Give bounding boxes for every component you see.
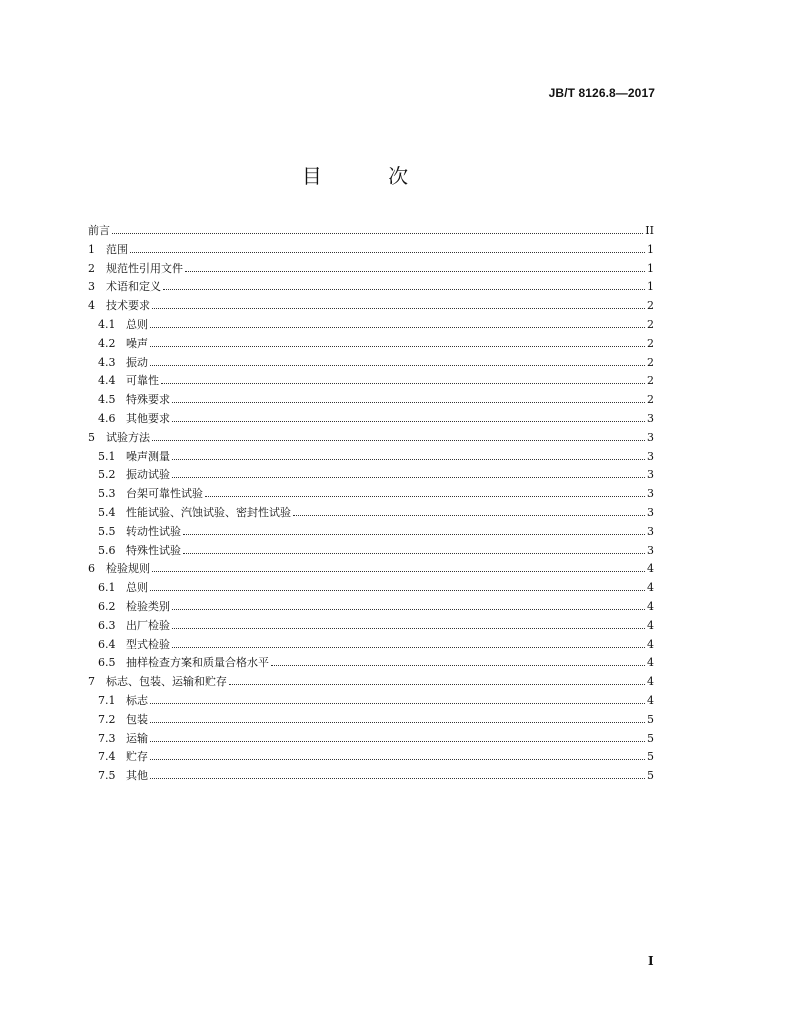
toc-entry[interactable]	[88, 448, 654, 467]
toc-entry[interactable]	[88, 711, 654, 730]
page-title: 目 次	[301, 164, 439, 188]
toc-dot-leader	[205, 495, 645, 497]
toc-entry[interactable]	[88, 466, 654, 485]
toc-entry-number: 5.3	[98, 487, 116, 501]
toc-entry[interactable]	[88, 410, 654, 429]
toc-entry-number: 5.1	[98, 449, 116, 463]
toc-entry-number: 5.2	[98, 468, 116, 482]
toc-entry-page: 4	[647, 637, 654, 651]
toc-entry-label: 噪声测量	[126, 449, 170, 463]
toc-dot-leader	[150, 758, 645, 760]
toc-dot-leader	[185, 270, 645, 272]
toc-entry-number: 6.2	[98, 599, 116, 613]
toc-entry-number: 6	[88, 562, 95, 576]
toc-entry-label: 转动性试验	[126, 524, 181, 538]
toc-entry-page: 4	[647, 581, 654, 595]
toc-entry[interactable]	[88, 598, 654, 617]
toc-dot-leader	[152, 307, 645, 309]
toc-entry-number: 4.2	[98, 336, 116, 350]
toc-entry[interactable]	[88, 316, 654, 335]
toc-entry-number: 4.3	[98, 355, 116, 369]
toc-entry-number: 5.6	[98, 543, 116, 557]
toc-dot-leader	[161, 382, 645, 384]
toc-dot-leader	[150, 589, 645, 591]
toc-entry-label: 术语和定义	[106, 280, 161, 294]
toc-entry-page: 3	[647, 487, 654, 501]
toc-entry-label: 总则	[126, 317, 148, 331]
toc-entry-label: 其他要求	[126, 411, 170, 425]
toc-dot-leader	[150, 326, 645, 328]
toc-entry-label: 性能试验、汽蚀试验、密封性试验	[126, 505, 291, 519]
toc-entry-page: 3	[647, 449, 654, 463]
toc-entry[interactable]	[88, 673, 654, 692]
toc-entry-page: 5	[647, 769, 654, 783]
toc-entry-label: 标志	[126, 693, 148, 707]
toc-entry-number: 7.3	[98, 731, 116, 745]
toc-entry-page: 2	[647, 393, 654, 407]
toc-entry-number: 6.3	[98, 618, 116, 632]
toc-entry-page: 2	[647, 299, 654, 313]
toc-entry-number: 4.1	[98, 317, 116, 331]
toc-entry-label: 前言	[88, 224, 110, 237]
toc-entry-label: 振动试验	[126, 468, 170, 482]
toc-entry-label: 规范性引用文件	[106, 261, 183, 275]
toc-entry-number: 7.4	[98, 750, 116, 764]
toc-entry-label: 技术要求	[106, 299, 150, 313]
toc-entry-label: 试验方法	[106, 430, 150, 444]
toc-entry[interactable]	[88, 391, 654, 410]
toc-entry[interactable]	[88, 260, 654, 279]
toc-dot-leader	[271, 664, 645, 666]
toc-dot-leader	[150, 777, 645, 779]
toc-entry-label: 型式检验	[126, 637, 170, 651]
toc-dot-leader	[183, 533, 645, 535]
toc-entry-page: 2	[647, 336, 654, 350]
toc-entry-page: 1	[647, 261, 654, 275]
toc-entry[interactable]	[88, 579, 654, 598]
toc-dot-leader	[172, 420, 645, 422]
toc-entry-label: 振动	[126, 355, 148, 369]
toc-entry-page: 2	[647, 317, 654, 331]
toc-dot-leader	[172, 646, 645, 648]
toc-entry[interactable]	[88, 485, 654, 504]
toc-entry[interactable]	[88, 560, 654, 579]
toc-entry-label: 检验规则	[106, 562, 150, 576]
toc-dot-leader	[112, 232, 643, 234]
toc-entry[interactable]	[88, 542, 654, 561]
toc-entry[interactable]	[88, 636, 654, 655]
toc-entry-number: 7.2	[98, 712, 116, 726]
toc-entry-label: 贮存	[126, 750, 148, 764]
toc-dot-leader	[130, 251, 645, 253]
toc-entry-number: 6.4	[98, 637, 116, 651]
toc-entry[interactable]	[88, 767, 654, 786]
toc-entry[interactable]	[88, 654, 654, 673]
toc-entry-number: 5.4	[98, 505, 116, 519]
toc-dot-leader	[183, 552, 645, 554]
toc-entry-page: 2	[647, 374, 654, 388]
toc-entry-page: 3	[647, 411, 654, 425]
toc-entry-number: 1	[88, 242, 95, 256]
toc-entry-page: 2	[647, 355, 654, 369]
toc-entry-label: 标志、包装、运输和贮存	[106, 675, 227, 689]
toc-entry-number: 4.5	[98, 393, 116, 407]
toc-entry-page: 3	[647, 543, 654, 557]
toc-entry-number: 7	[88, 675, 95, 689]
toc-entry-number: 5.5	[98, 524, 116, 538]
toc-entry-label: 特殊要求	[126, 393, 170, 407]
toc-entry-number: 5	[88, 430, 95, 444]
toc-entry-page: 4	[647, 693, 654, 707]
toc-entry-page: 1	[647, 280, 654, 294]
toc-entry-page: 3	[647, 505, 654, 519]
toc-entry-label: 其他	[126, 769, 148, 783]
toc-dot-leader	[172, 627, 645, 629]
toc-entry-page: 3	[647, 430, 654, 444]
page-number: I	[648, 954, 654, 968]
toc-entry-number: 4.4	[98, 374, 116, 388]
toc-entry-label: 总则	[126, 581, 148, 595]
toc-entry[interactable]	[88, 241, 654, 260]
toc-dot-leader	[150, 345, 645, 347]
toc-entry-label: 出厂检验	[126, 618, 170, 632]
toc-entry-page: 4	[647, 562, 654, 576]
toc-dot-leader	[172, 608, 645, 610]
toc-entry[interactable]	[88, 504, 654, 523]
toc-entry[interactable]	[88, 372, 654, 391]
toc-entry-page: 4	[647, 656, 654, 670]
toc-entry-number: 2	[88, 261, 95, 275]
toc-entry-page: 4	[647, 675, 654, 689]
toc-entry-page: 5	[647, 712, 654, 726]
toc-entry-label: 抽样检查方案和质量合格水平	[126, 656, 269, 670]
toc-entry-page: II	[645, 224, 654, 237]
toc-entry-number: 4	[88, 299, 95, 313]
toc-entry[interactable]	[88, 429, 654, 448]
toc-entry-number: 3	[88, 280, 95, 294]
toc-entry-page: 3	[647, 524, 654, 538]
toc-entry-number: 4.6	[98, 411, 116, 425]
toc-entry-number: 7.5	[98, 769, 116, 783]
toc-entry-page: 5	[647, 750, 654, 764]
table-of-contents	[88, 222, 654, 786]
toc-entry[interactable]	[88, 222, 654, 241]
toc-entry[interactable]	[88, 523, 654, 542]
toc-entry-page: 5	[647, 731, 654, 745]
toc-entry[interactable]	[88, 354, 654, 373]
toc-dot-leader	[152, 439, 645, 441]
toc-dot-leader	[150, 364, 645, 366]
toc-dot-leader	[152, 570, 645, 572]
toc-dot-leader	[150, 721, 645, 723]
toc-dot-leader	[172, 458, 645, 460]
toc-entry[interactable]	[88, 692, 654, 711]
standard-code: JB/T 8126.8—2017	[548, 86, 655, 100]
toc-entry-label: 运输	[126, 731, 148, 745]
toc-entry[interactable]	[88, 335, 654, 354]
toc-entry[interactable]	[88, 278, 654, 297]
toc-entry-page: 4	[647, 599, 654, 613]
toc-dot-leader	[172, 401, 645, 403]
toc-entry-label: 包装	[126, 712, 148, 726]
toc-entry-label: 噪声	[126, 336, 148, 350]
toc-dot-leader	[172, 476, 645, 478]
toc-entry[interactable]	[88, 617, 654, 636]
toc-entry-label: 检验类别	[126, 599, 170, 613]
toc-dot-leader	[229, 683, 645, 685]
toc-entry-label: 台架可靠性试验	[126, 487, 203, 501]
toc-dot-leader	[150, 740, 645, 742]
toc-entry-page: 1	[647, 242, 654, 256]
toc-entry-label: 特殊性试验	[126, 543, 181, 557]
toc-entry[interactable]	[88, 730, 654, 749]
toc-entry[interactable]	[88, 748, 654, 767]
toc-entry[interactable]	[88, 297, 654, 316]
toc-entry-page: 3	[647, 468, 654, 482]
toc-dot-leader	[150, 702, 645, 704]
toc-entry-number: 7.1	[98, 693, 116, 707]
toc-entry-number: 6.5	[98, 656, 116, 670]
toc-dot-leader	[293, 514, 645, 516]
toc-entry-label: 范围	[106, 242, 128, 256]
toc-dot-leader	[163, 288, 645, 290]
toc-entry-number: 6.1	[98, 581, 116, 595]
toc-entry-label: 可靠性	[126, 374, 159, 388]
toc-entry-page: 4	[647, 618, 654, 632]
